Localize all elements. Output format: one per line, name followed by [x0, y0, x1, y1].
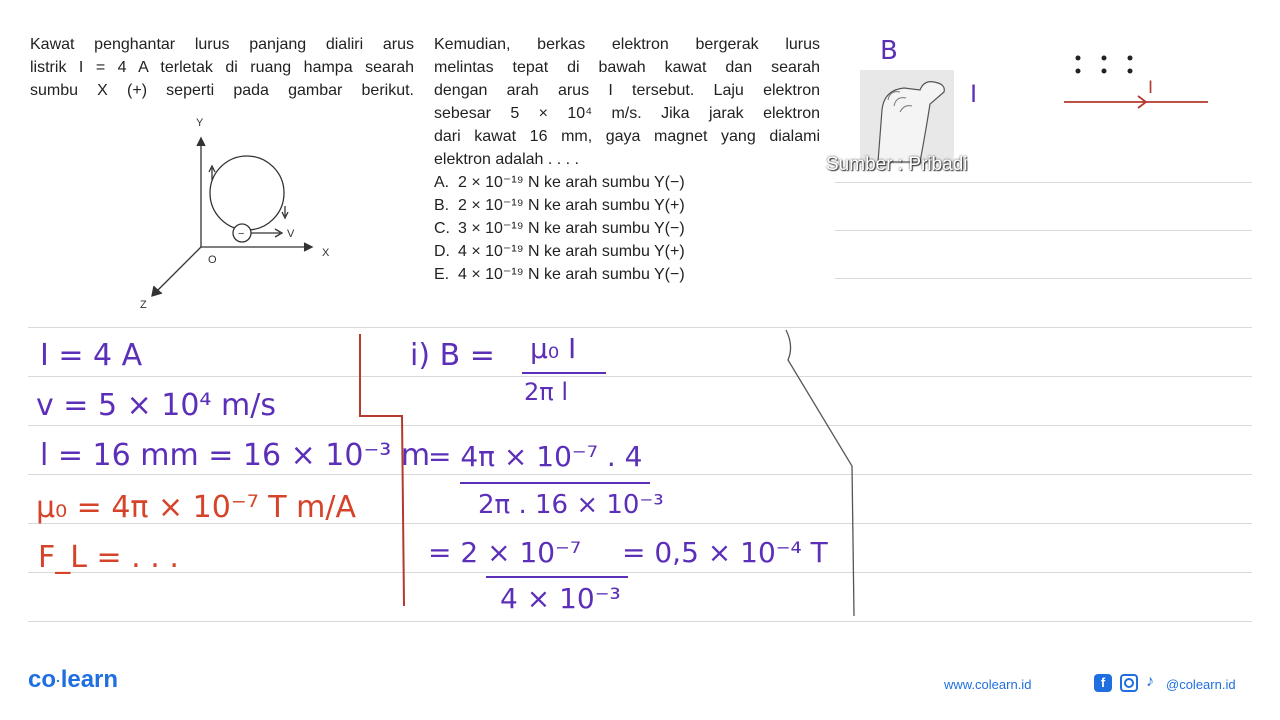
option-text: 4 × 10⁻¹⁹ N ke arah sumbu Y(−): [458, 266, 685, 283]
option-letter: B.: [434, 197, 450, 214]
problem-line: sebesar 5 × 10⁴ m/s. Jika jarak elektron: [434, 105, 820, 122]
option-letter: C.: [434, 220, 450, 237]
hw-step2-den: 2π . 16 × 10⁻³: [478, 490, 664, 520]
option-text: 2 × 10⁻¹⁹ N ke arah sumbu Y(−): [458, 174, 685, 191]
colearn-logo[interactable]: [28, 666, 118, 694]
hw-step3-den: 4 × 10⁻³: [500, 582, 621, 615]
answer-option-e[interactable]: [434, 263, 820, 286]
hand-photo: [860, 70, 954, 164]
hw-step1-prefix: i) B =: [410, 338, 495, 373]
problem-line: Kemudian, berkas elektron bergerak lurus: [434, 36, 820, 53]
hw-given-current: I = 4 A: [40, 338, 143, 373]
hw-step1-den: 2π l: [524, 378, 569, 406]
website-link[interactable]: www.colearn.id: [944, 677, 1032, 692]
hw-step1-num: μ₀ I: [530, 332, 577, 365]
problem-line: sumbu X (+) seperti pada gambar berikut.: [30, 82, 414, 99]
answer-option-d[interactable]: [434, 240, 820, 263]
problem-col2: [434, 33, 820, 286]
hw-given-distance: l = 16 mm = 16 × 10⁻³ m: [40, 438, 431, 473]
facebook-icon[interactable]: f: [1094, 674, 1112, 692]
hw-step3-num: = 2 × 10⁻⁷: [428, 536, 582, 569]
option-text: 3 × 10⁻¹⁹ N ke arah sumbu Y(−): [458, 220, 685, 237]
logo-left: co: [28, 666, 57, 693]
option-letter: E.: [434, 266, 450, 283]
logo-dot: ·: [56, 672, 61, 689]
problem-col1: [30, 33, 414, 102]
axis-x-label: X: [322, 247, 330, 259]
axis-z-label: Z: [140, 299, 147, 311]
axis-y-label: Y: [196, 117, 204, 129]
answer-option-c[interactable]: [434, 217, 820, 240]
logo-right: learn: [60, 666, 119, 693]
hw-B: B: [880, 36, 898, 66]
hw-given-force: F_L = . . .: [38, 540, 179, 575]
problem-line: elektron adalah . . . .: [434, 151, 579, 168]
problem-line: Kawat penghantar lurus panjang dialiri arus: [30, 36, 414, 53]
tiktok-icon[interactable]: ♪: [1146, 673, 1154, 690]
origin-label: O: [208, 254, 217, 266]
answer-option-b[interactable]: [434, 194, 820, 217]
problem-line: melintas tepat di bawah kawat dan searah: [434, 59, 820, 76]
option-letter: D.: [434, 243, 450, 260]
problem-line: dengan arah arus I tersebut. Laju elektron: [434, 82, 820, 99]
hw-I: I: [970, 80, 978, 108]
electron-sign: −: [238, 228, 245, 240]
option-text: 4 × 10⁻¹⁹ N ke arah sumbu Y(+): [458, 243, 685, 260]
hw-given-velocity: v = 5 × 10⁴ m/s: [36, 388, 276, 423]
problem-line: dari kawat 16 mm, gaya magnet yang dialami: [434, 128, 820, 145]
problem-line: listrik I = 4 A terletak di ruang hampa searah: [30, 59, 414, 76]
field-dots: [1070, 52, 1140, 78]
option-text: 2 × 10⁻¹⁹ N ke arah sumbu Y(+): [458, 197, 685, 214]
hand-icon: [860, 70, 954, 164]
social-handle[interactable]: @colearn.id: [1166, 677, 1236, 692]
axes-figure: [130, 108, 350, 313]
current-arrow: [1060, 88, 1214, 110]
option-letter: A.: [434, 174, 450, 191]
hw-given-mu0: μ₀ = 4π × 10⁻⁷ T m/A: [36, 490, 356, 525]
right-bracket: [780, 326, 870, 626]
photo-caption: Sumber : Pribadi: [826, 154, 968, 175]
hw-arrow-label: I: [1148, 78, 1154, 98]
hw-step3-result: = 0,5 × 10⁻⁴ T: [622, 536, 828, 569]
answer-option-a[interactable]: [434, 171, 820, 194]
instagram-icon[interactable]: [1120, 674, 1138, 692]
velocity-label: V: [287, 228, 295, 240]
hw-step2-num: = 4π × 10⁻⁷ . 4: [428, 440, 643, 473]
